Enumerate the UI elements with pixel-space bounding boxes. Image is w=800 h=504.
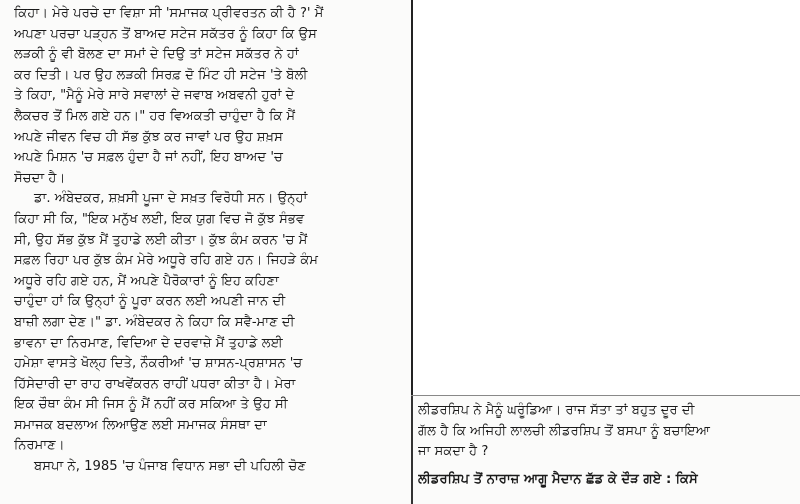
left-line: ਡਾ. ਅੰਬੇਦਕਰ, ਸ਼ਖ਼ਸੀ ਪੂਜਾ ਦੇ ਸਖ਼ਤ ਵਿਰੋਧੀ ਸਨ। ਉਨ੍ਹਾਂ	[34, 191, 308, 207]
left-line: ਸਮਾਜਕ ਬਦਲਾਅ ਲਿਆਉਣ ਲਈ ਸਮਾਜਕ ਸੰਸਥਾ ਦਾ	[14, 417, 267, 433]
horizontal-divider	[411, 395, 800, 396]
left-column	[14, 4, 407, 478]
left-line: ਕਰ ਦਿਤੀ। ਪਰ ਉਹ ਲੜਕੀ ਸਿਰਫ਼ ਦੋ ਮਿੰਟ ਹੀ ਸਟੇਜ 'ਤੇ ਬੋਲੀ	[14, 67, 308, 83]
right-column	[418, 401, 794, 463]
left-line: ਬਾਜ਼ੀ ਲਗਾ ਦੇਣ।" ਡਾ. ਅੰਬੇਦਕਰ ਨੇ ਕਿਹਾ ਕਿ ਸਵੈ-ਮਾਣ ਦੀ	[14, 314, 295, 330]
left-line: ਭਾਵਨਾ ਦਾ ਨਿਰਮਾਣ, ਵਿਦਿਆ ਦੇ ਦਰਵਾਜ਼ੇ ਮੈਂ ਤੁਹਾਡੇ ਲਈ	[14, 335, 283, 351]
right-line: ਲੀਡਰਸ਼ਿਪ ਨੇ ਮੈਨੂੰ ਘਰੂੰਡਿਆ। ਰਾਜ ਸੱਤਾ ਤਾਂ ਬਹੁਤ ਦੂਰ ਦੀ	[418, 403, 695, 418]
left-line: ਅਧੂਰੇ ਰਹਿ ਗਏ ਹਨ, ਮੈਂ ਅਪਣੇ ਪੈਰੋਕਾਰਾਂ ਨੂੰ ਇਹ ਕਹਿਣਾ	[14, 273, 279, 289]
left-line: ਨਿਰਮਾਣ।	[14, 438, 65, 454]
left-line: ਹਿੱਸੇਦਾਰੀ ਦਾ ਰਾਹ ਰਾਖਵੇਂਕਰਨ ਰਾਹੀਂ ਪਧਰਾ ਕੀਤਾ ਹੈ। ਮੇਰਾ	[14, 376, 296, 392]
section-heading: ਲੀਡਰਸ਼ਿਪ ਤੋਂ ਨਾਰਾਜ਼ ਆਗੂ ਮੈਦਾਨ ਛੱਡ ਕੇ ਦੌੜ ਗਏ : ਕਿਸੇ	[418, 472, 698, 487]
left-line: ਲੜਕੀ ਨੂੰ ਵੀ ਬੋਲਣ ਦਾ ਸਮਾਂ ਦੇ ਦਿਉ ਤਾਂ ਸਟੇਜ ਸਕੱਤਰ ਨੇ ਹਾਂ	[14, 47, 299, 63]
left-line: ਸੋਚਦਾ ਹੈ।	[14, 170, 66, 186]
left-line: ਸੀ, ਉਹ ਸੱਭ ਕੁੱਝ ਮੈਂ ਤੁਹਾਡੇ ਲਈ ਕੀਤਾ। ਕੁੱਝ ਕੰਮ ਕਰਨ 'ਚ ਮੈਂ	[14, 232, 308, 248]
left-line: ਹਮੇਸ਼ਾ ਵਾਸਤੇ ਖੋਲ੍ਹ ਦਿਤੇ, ਨੌਕਰੀਆਂ 'ਚ ਸ਼ਾਸਨ-ਪ੍ਰਸ਼ਾਸਨ 'ਚ	[14, 356, 303, 372]
column-divider-lower	[411, 396, 413, 504]
left-line: ਚਾਹੁੰਦਾ ਹਾਂ ਕਿ ਉਨ੍ਹਾਂ ਨੂੰ ਪੂਰਾ ਕਰਨ ਲਈ ਅਪਣੀ ਜਾਨ ਦੀ	[14, 294, 286, 310]
left-line: ਤੇ ਕਿਹਾ, "ਮੈਨੂੰ ਮੇਰੇ ਸਾਰੇ ਸਵਾਲਾਂ ਦੇ ਜਵਾਬ ਅਬਵਨੀ ਹੁਰਾਂ ਦੇ	[14, 88, 295, 104]
right-line: ਗੱਲ ਹੈ ਕਿ ਅਜਿਹੀ ਲਾਲਚੀ ਲੀਡਰਸ਼ਿਪ ਤੋਂ ਬਸਪਾ ਨੂੰ ਬਚਾਇਆ	[418, 423, 711, 439]
left-line: ਇਕ ਚੌਥਾ ਕੰਮ ਸੀ ਜਿਸ ਨੂੰ ਮੈਂ ਨਹੀਂ ਕਰ ਸਕਿਆ ਤੇ ਉਹ ਸੀ	[14, 397, 288, 413]
left-line: ਕਿਹਾ ਸੀ ਕਿ, "ਇਕ ਮਨੁੱਖ ਲਈ, ਇਕ ਯੁਗ ਵਿਚ ਜੋ ਕੁੱਝ ਸੰਭਵ	[14, 211, 305, 227]
left-line: ਅਪਣਾ ਪਰਚਾ ਪੜ੍ਹਨ ਤੋਂ ਬਾਅਦ ਸਟੇਜ ਸਕੱਤਰ ਨੂੰ ਕਿਹਾ ਕਿ ਉਸ	[14, 26, 317, 42]
left-line: ਲੈਕਚਰ ਤੋਂ ਮਿਲ ਗਏ ਹਨ।" ਹਰ ਵਿਅਕਤੀ ਚਾਹੁੰਦਾ ਹੈ ਕਿ ਮੈਂ	[14, 108, 296, 124]
left-line: ਕਿਹਾ। ਮੇਰੇ ਪਰਚੇ ਦਾ ਵਿਸ਼ਾ ਸੀ 'ਸਮਾਜਕ ਪ੍ਰੀਵਰਤਨ ਕੀ ਹੈ ?' ਮੈਂ	[14, 6, 324, 21]
left-line: ਸਫ਼ਲ ਰਿਹਾ ਪਰ ਕੁੱਝ ਕੰਮ ਮੇਰੇ ਅਧੂਰੇ ਰਹਿ ਗਏ ਹਨ। ਜਿਹੜੇ ਕੰਮ	[14, 253, 319, 269]
left-line: ਅਪਣੇ ਮਿਸ਼ਨ 'ਚ ਸਫ਼ਲ ਹੁੰਦਾ ਹੈ ਜਾਂ ਨਹੀਂ, ਇਹ ਬਾਅਦ 'ਚ	[14, 150, 283, 166]
blank-area	[413, 0, 800, 395]
column-divider	[411, 0, 413, 396]
left-line: ਅਪਣੇ ਜੀਵਨ ਵਿਚ ਹੀ ਸੱਭ ਕੁੱਝ ਕਰ ਜਾਵਾਂ ਪਰ ਉਹ ਸ਼ਖ਼ਸ	[14, 129, 283, 145]
left-line: ਬਸਪਾ ਨੇ, 1985 'ਚ ਪੰਜਾਬ ਵਿਧਾਨ ਸਭਾ ਦੀ ਪਹਿਲੀ ਚੋਣ	[34, 459, 307, 475]
right-line: ਜਾ ਸਕਦਾ ਹੈ ?	[418, 444, 489, 460]
